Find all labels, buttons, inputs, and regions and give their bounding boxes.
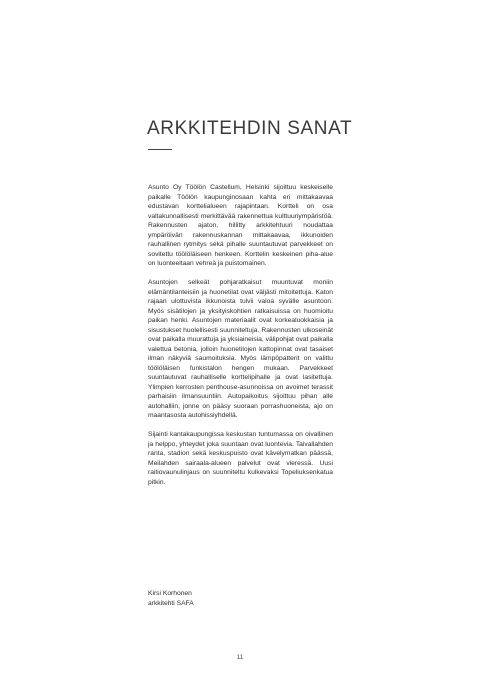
paragraph: Asuntojen selkeät pohjaratkaisut muuntuvat moniin elämäntilanteisiin ja huonetilat ovat väljästi mitoitettuja. Katon rajaan ulottuvista ikkunoista tulvii valoa syvälle asuntoon. Myös sisätilojen ja yksityiskohtien ratkaisuissa on huomioitu paikan henki. Asuntojen materiaalit ovat korkealuokkaisia ja sisustukset huolellisesti suunniteltuja. Rakennusten ulkoseinät ovat paikalla muurattuja ja yksiaineisia, välipohjat ovat paikalla valettua betonia, jolloin huonetilojen kattopinnat ovat tasaiset ilman näkyviä saumoituksia. Myös lämpöpatterit on valittu töölöläisen funkistalon hengen mukaan. Parvekkeet suuntautuvat rauhalliselle korttelipihalle ja ovat lasitettuja. Ylimpien kerrosten penthouse-asunnoissa on avoimet terassit parhaisiin ilmansuuntiin. Autopaikoitus sijoittuu pihan alle autohalliin, jonne on pääsy suoraan porrashuoneista, ajo on maantasosta autohissiyhdellä. (148, 279, 333, 419)
page-number: 11 (236, 654, 244, 661)
paragraph: Sijainti kantakaupungissa keskustan tuntumassa on oivallinen ja helppo, yhteydet joka suuntaan ovat luontevia. Taivallahden ranta, stadion sekä keskuspuisto ovat kävelymatkan päässä, Meilahden sairaala-alueen palvelut ovat vieressä. Uusi raitiovaunulinjaus on suunniteltu kulkevaksi Topeliuksenkatua pitkin. (148, 431, 333, 486)
page-title: ARKKITEHDIN SANAT (147, 118, 353, 139)
signature-block (148, 589, 194, 608)
author-title: arkkitehti SAFA (148, 599, 194, 607)
paragraph: Asunto Oy Töölön Castellum, Helsinki sijoittuu keskeiselle paikalle Töölön kaupunginosaan kahta eri mittakaavaa edustavan korttelialueen rajapintaan. Kortteli on osa valtakunnallisesti merkittävää rakennettua kulttuuriympäristöä. Rakennusten ajaton, hillitty arkkitehtuuri noudattaa ympäröivän rakennuskannan mittakaavaa, ikkunoiden rauhallinen rytmitys sekä pihalle suuntautuvat parvekkeet on sovitettu töölöläiseen henkeen. Korttelin keskeinen piha-alue on luonteeltaan vehreä ja puistomainen. (148, 184, 333, 267)
body-text (148, 183, 333, 497)
author-name: Kirsi Korhonen (148, 590, 192, 597)
title-underline (148, 149, 172, 150)
